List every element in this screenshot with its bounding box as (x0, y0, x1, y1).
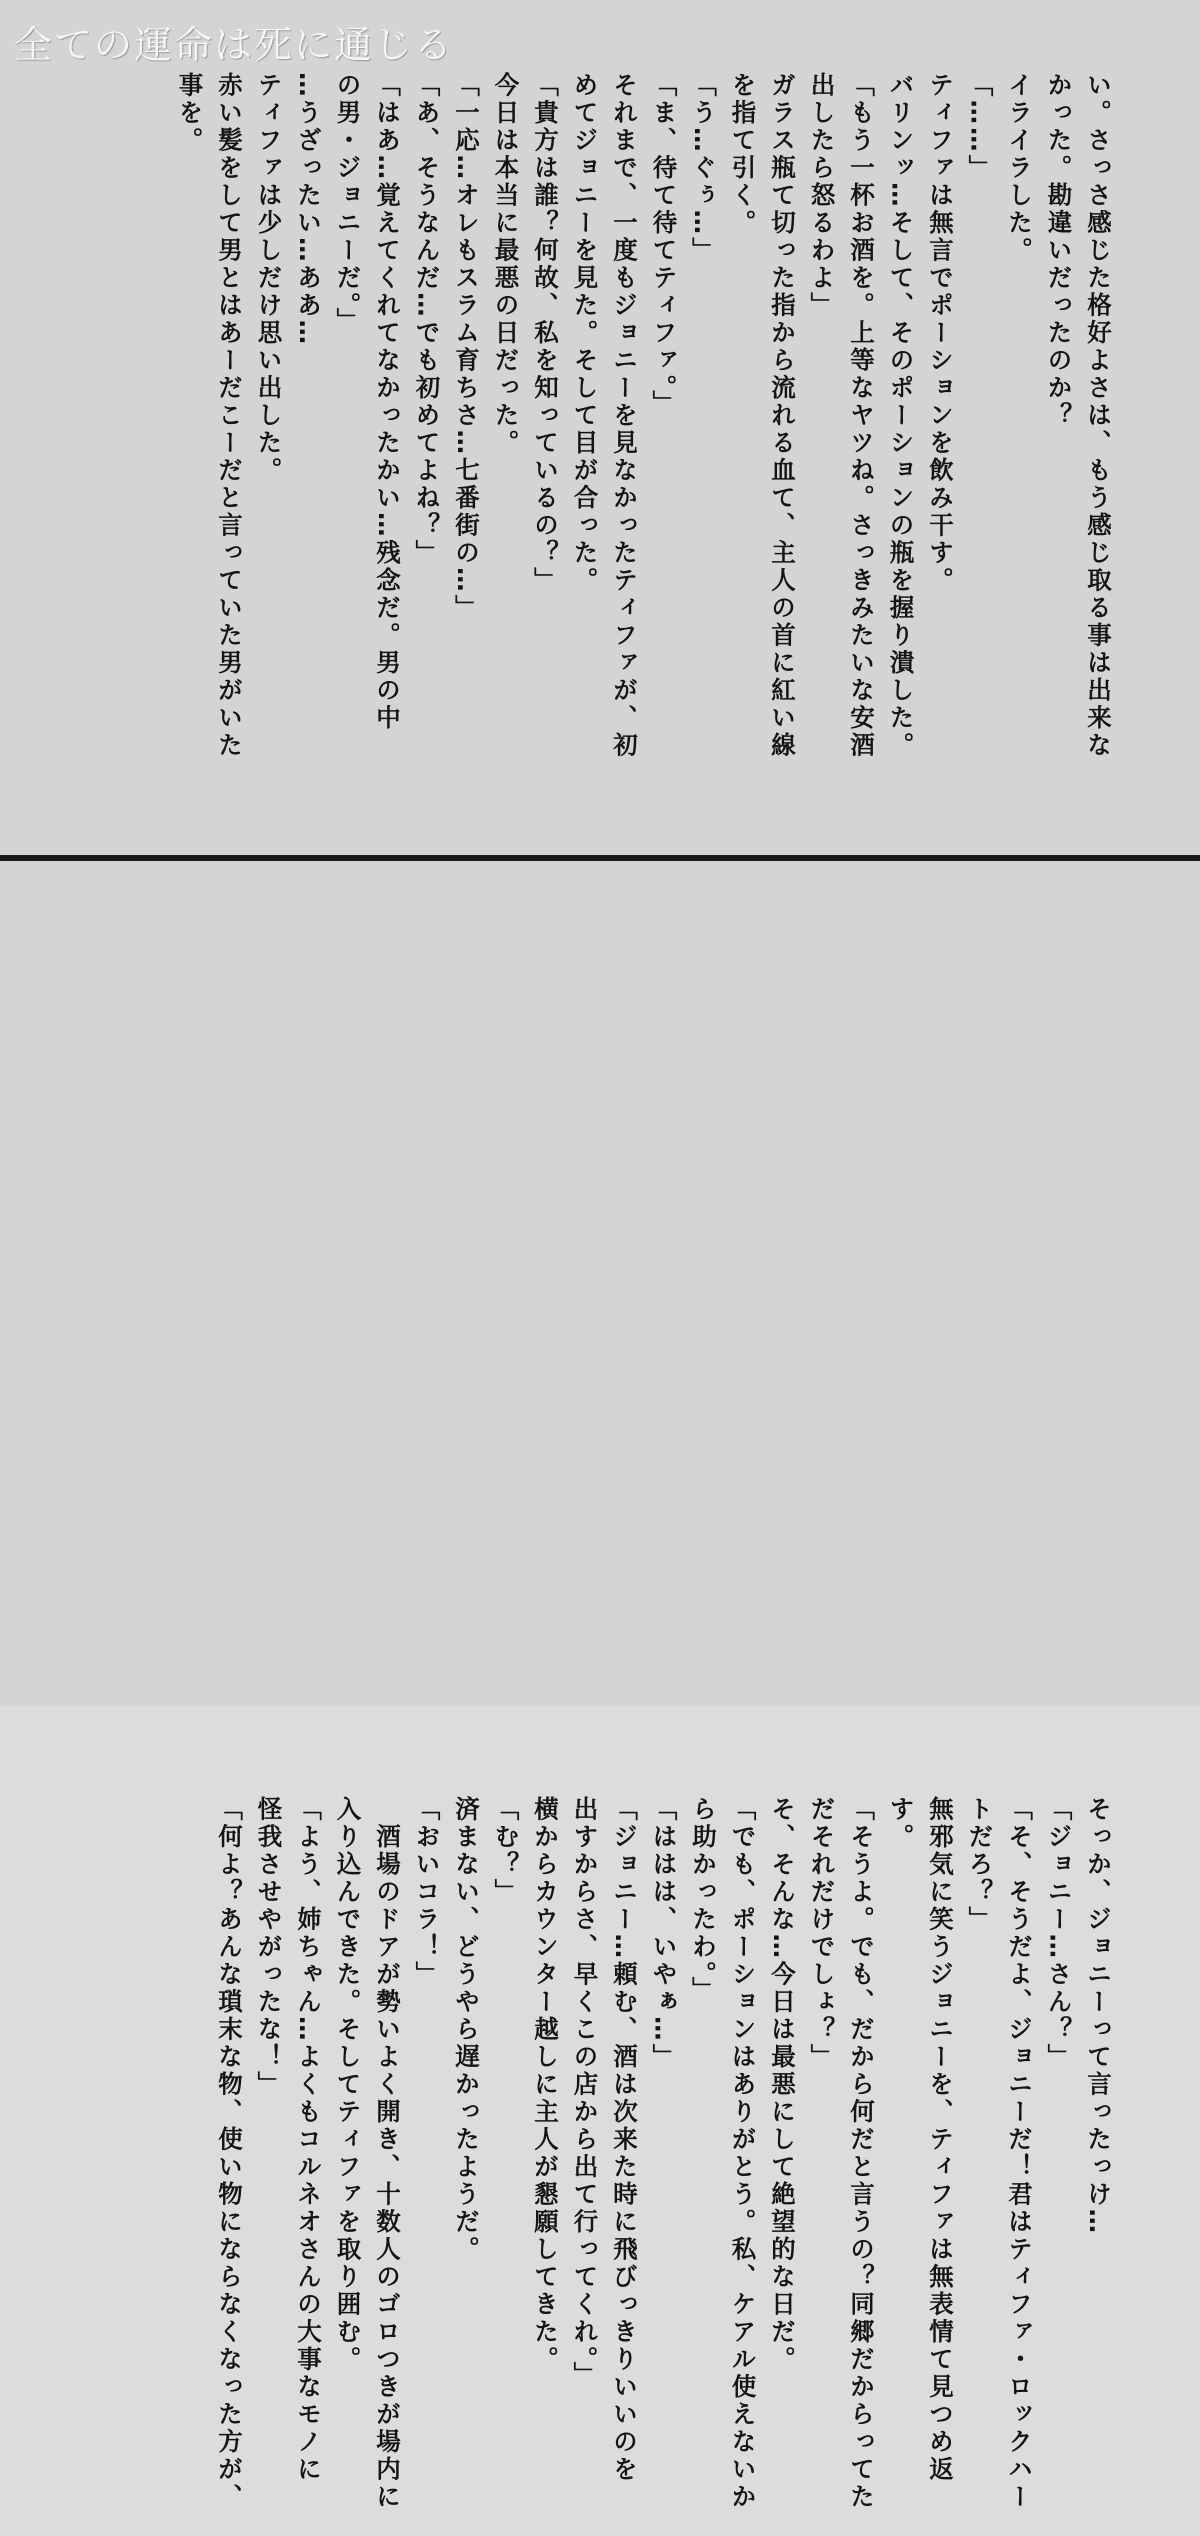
upper-text-line: 「もう一杯お酒を。上等なヤツね。さっきみたいな安酒 (847, 72, 876, 760)
lower-text-line: す。 (886, 1796, 916, 1851)
upper-text-line: バリンッ…そして、そのポーションの瓶を握り潰した。 (886, 72, 916, 760)
upper-text-line: 「一応…オレもスラム育ちさ…七番街の…」 (452, 72, 481, 622)
upper-text-line: を指て引く。 (728, 72, 758, 237)
upper-text-line: 赤い髪をして男とはあーだこーだと言っていた男がいた (215, 72, 244, 760)
lower-text-line: 「む？」 (491, 1796, 521, 1906)
upper-text-line: 「あ、そうなんだ…でも初めてよね？」 (412, 72, 442, 567)
lower-text-line: 「ジョニー…さん？」 (1044, 1796, 1074, 2071)
upper-text-line: 出したら怒るわよ」 (807, 72, 837, 320)
upper-text-line: い。さっさ感じた格好よさは、もう感じ取る事は出来な (1084, 72, 1113, 760)
upper-text-line: それまで、一度もジョニーを見なかったティファが、初 (610, 72, 639, 760)
upper-text-line: ティファは無言でポーションを飲み干す。 (926, 72, 955, 595)
upper-text-line: 「……」 (965, 72, 995, 182)
lower-text-line: 横からカウンター越しに主人が懇願してきた。 (531, 1796, 560, 2374)
lower-text-line: そ、そんな…今日は最悪にして絶望的な日だ。 (768, 1796, 797, 2374)
lower-text-line: 「でも、ポーションはありがとう。私、ケアル使えないか (728, 1796, 758, 2511)
upper-text-line: めてジョニーを見た。そして目が合った。 (570, 72, 600, 595)
upper-text-line: ティファは少しだけ思い出した。 (254, 72, 284, 485)
upper-text-line: 今日は本当に最悪の日だった。 (491, 72, 521, 457)
lower-text-line: 「何よ？あんな瑣末な物、使い物にならなくなった方が、 (215, 1796, 244, 2511)
upper-text-line: かった。勘違いだったのか？ (1044, 72, 1074, 430)
lower-text-column-block (210, 1796, 1119, 2536)
lower-text-line: 済まない、どうやら遅かったようだ。 (452, 1796, 481, 2264)
upper-page (0, 0, 1200, 855)
lower-text-line: 「そうよ。でも、だから何だと言うの？同郷だからってた (847, 1796, 876, 2511)
upper-text-column-block (170, 72, 1118, 832)
lower-page (0, 861, 1200, 2511)
lower-text-line: そっか、ジョニーって言ったっけ… (1084, 1796, 1113, 2236)
lower-text-line: ら助かったわ。」 (689, 1796, 718, 2004)
lower-text-line: 「おいコラ！」 (412, 1796, 442, 1989)
lower-text-line: トだろ？」 (965, 1796, 995, 1934)
lower-text-line: 「ジョニー…頼む、酒は次来た時に飛びっきりいいのを (610, 1796, 639, 2484)
upper-text-line: 「貴方は誰？何故、私を知っているの？」 (531, 72, 560, 595)
lower-text-line: 無邪気に笑うジョニーを、ティファは無表情て見つめ返 (926, 1796, 955, 2484)
lower-text-line: だそれだけでしょ？」 (807, 1796, 837, 2071)
chapter-title: 全ての運命は死に通じる (14, 23, 455, 67)
upper-text-line: 「ま、待て待てティファ。」 (649, 72, 679, 418)
lower-text-line: 入り込んできた。そしてティファを取り囲む。 (333, 1796, 363, 2374)
lower-text-line: 「そ、そうだよ、ジョニーだ！君はティファ・ロックハー (1005, 1796, 1034, 2511)
lower-text-line: 「よう、姉ちゃん…よくもコルネオさんの大事なモノに (294, 1796, 323, 2484)
upper-text-line: 「う…ぐぅ…」 (689, 72, 718, 265)
lower-text-line: 出すからさ、早くこの店から出て行ってくれ。」 (570, 1796, 600, 2389)
lower-text-line: 酒場のドアが勢いよく開き、十数人のゴロつきが場内に (373, 1796, 402, 2511)
lower-text-line: 「ははは、いやぁ…」 (649, 1796, 679, 2071)
upper-text-line: …うざったい…ああ… (294, 72, 323, 347)
upper-text-line: 事を。 (175, 72, 205, 155)
upper-text-line: ガラス瓶て切った指から流れる血て、主人の首に紅い線 (768, 72, 797, 760)
upper-text-line: 「はあ…覚えてくれてなかったかい…残念だ。男の中 (373, 72, 402, 732)
upper-text-line: イライラした。 (1005, 72, 1034, 265)
lower-text-line: 怪我させやがったな！」 (254, 1796, 284, 2099)
upper-text-line: の男・ジョニーだ。」 (333, 72, 363, 335)
